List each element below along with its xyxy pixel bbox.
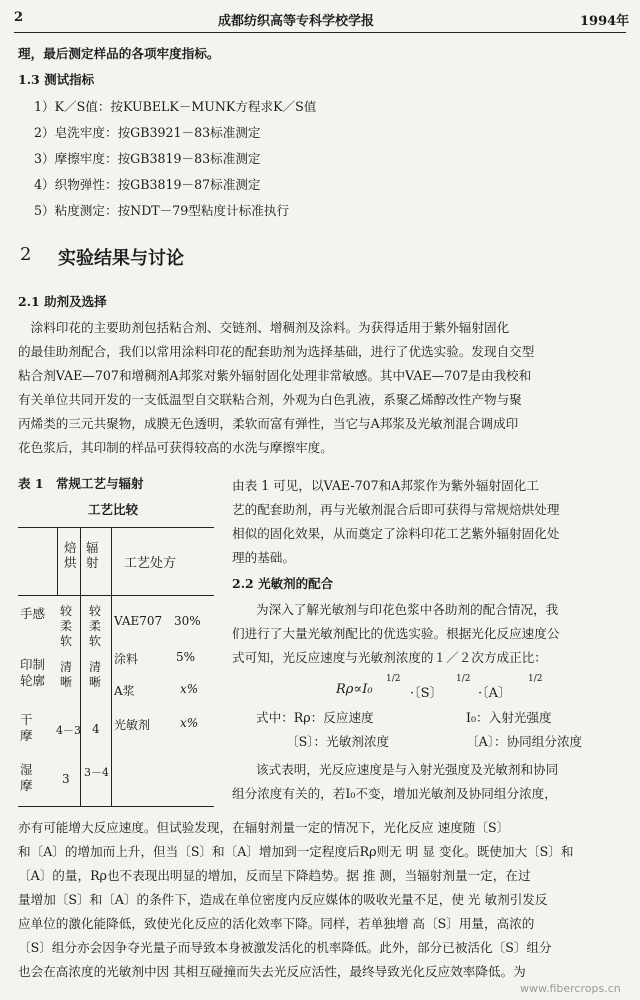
table-vline-1 <box>80 527 81 806</box>
col-header-recipe: 工艺处方 <box>124 556 177 571</box>
right-para-line-1: 由表 1 可见，以VAE-707和A邦浆作为紫外辐射固化工 <box>232 478 539 493</box>
recipe-name-3: A浆 <box>114 684 135 698</box>
row-label-wet-rub: 湿摩 <box>20 762 33 793</box>
header-rule <box>14 32 626 33</box>
section-2-number: 2 <box>20 244 32 265</box>
bottom-line-4: 量增加〔S〕和〔A〕的条件下，造成在单位密度内反应媒体的吸收光量不足，使 光 敏剂引发反 <box>18 892 548 907</box>
cell-radiation-print-outline: 清晰 <box>89 660 102 689</box>
formula-exp-1: 1/2 <box>386 674 401 684</box>
bottom-line-1: 亦有可能增大反应速度。但试验发现，在辐射剂量一定的情况下，光化反应 速度随〔S〕 <box>18 820 510 835</box>
test-item-4: 4）织物弹性：按GB3819－87标准测定 <box>34 177 261 192</box>
def-rate: 式中：Rρ：反应速度 <box>256 710 374 725</box>
recipe-name-2: 涂料 <box>114 652 139 666</box>
journal-title: 成都纺织高等专科学校学报 <box>218 14 375 29</box>
cell-baking-print-outline: 清晰 <box>60 660 73 689</box>
recipe-name-1: VAE707 <box>114 614 163 628</box>
table-1-caption-line-1: 表 1 常规工艺与辐射 <box>18 476 144 491</box>
bottom-line-3: 〔A〕的量，Rρ也不表现出明显的增加，反而呈下降趋势。据 推 测，当辐射剂量一定，在过 <box>18 868 531 883</box>
test-item-3: 3）摩擦牢度：按GB3819－83标准测定 <box>34 151 261 166</box>
para-2-2-line-2: 们进行了大量光敏剂配比的优选实验。根据光化反应速度公 <box>232 626 560 641</box>
right-para-line-2: 艺的配套助剂，再与光敏剂混合后即可获得与常规焙烘处理 <box>232 502 560 517</box>
section-1-3-heading: 1.3 测试指标 <box>18 72 95 87</box>
table-header-rule <box>18 595 214 596</box>
col-header-baking: 焙烘 <box>64 540 77 570</box>
para-2-2-line-3: 式可知，光反应速度与光敏剂浓度的１／２次方成正比： <box>232 650 547 665</box>
table-diag-stub <box>57 527 58 595</box>
row-label-print-outline: 印制轮廓 <box>20 657 46 688</box>
row-label-hand-feel: 手感 <box>20 606 46 621</box>
cell-radiation-dry-rub: 4 <box>92 722 100 736</box>
table-1-caption-line-2: 工艺比较 <box>88 502 139 517</box>
cell-baking-dry-rub: 4－3 <box>56 724 81 737</box>
para-2-1-line-3: 粘合剂VAE—707和增稠剂A邦浆对紫外辐射固化处理非常敏感。其中VAE—707是由我校和 <box>18 368 532 383</box>
cell-radiation-wet-rub: 3－4 <box>84 766 109 779</box>
journal-year: 1994年 <box>580 14 630 29</box>
def-photosensitizer: 〔S〕：光敏剂浓度 <box>286 734 390 749</box>
para-2-1-line-5: 丙烯类的三元共聚物，成膜无色透明，柔软而富有弹性，当它与A邦浆及光敏剂混合调成印 <box>18 416 519 431</box>
table-bottom-rule <box>18 806 214 807</box>
watermark: www.fibercrops.cn <box>520 982 621 995</box>
formula-a-term: ·〔A〕 <box>478 686 512 701</box>
recipe-amount-2: 5% <box>176 650 196 664</box>
para-2-1-line-2: 的最佳助剂配合，我们以常用涂料印花的配套助剂为选择基础，进行了优选实验。发现自交型 <box>18 344 535 359</box>
formula-exp-2: 1/2 <box>456 674 471 684</box>
para-2-2-line-1: 为深入了解光敏剂与印花色浆中各助剂的配合情况，我 <box>256 602 559 617</box>
para-2-1-line-6: 花色浆后，其印制的样品可获得较高的水洗与摩擦牢度。 <box>18 440 333 455</box>
test-item-5: 5）粘度测定：按NDT－79型粘度计标准执行 <box>34 203 290 218</box>
recipe-amount-3: x% <box>180 682 199 696</box>
bottom-line-2: 和〔A〕的增加而上升，但当〔S〕和〔A〕增加到一定程度后Rρ则无 明 显 变化。既使加大〔S〕和 <box>18 844 574 859</box>
formula-rate: Rρ∝I₀ <box>336 682 373 697</box>
cell-baking-wet-rub: 3 <box>62 772 70 786</box>
cell-baking-hand-feel: 较柔软 <box>60 604 73 648</box>
bottom-line-6: 〔S〕组分亦会因争夺光量子而导致本身被激发活化的机率降低。此外，部分已被活化〔S〕组分 <box>18 940 552 955</box>
col-header-radiation: 辐射 <box>86 540 99 570</box>
cell-radiation-hand-feel: 较柔软 <box>89 604 102 648</box>
recipe-name-4: 光敏剂 <box>114 718 151 732</box>
section-2-title: 实验结果与讨论 <box>58 248 184 269</box>
right-para-line-4: 理的基础。 <box>232 550 295 565</box>
para-2-2-after-1: 该式表明，光反应速度是与入射光强度及光敏剂和协同 <box>256 762 559 777</box>
bottom-line-5: 应单位的激化能降低，致使光化反应的活化效率下降。同样，若单独增 高〔S〕用量，高浓的 <box>18 916 535 931</box>
table-vline-2 <box>111 527 112 806</box>
def-co-component: 〔A〕：协同组分浓度 <box>466 734 583 749</box>
formula-s-term: ·〔S〕 <box>410 686 443 701</box>
formula-exp-3: 1/2 <box>528 674 543 684</box>
right-para-line-3: 相似的固化效果，从而奠定了涂料印花工艺紫外辐射固化处 <box>232 526 560 541</box>
row-label-dry-rub: 干摩 <box>20 712 33 743</box>
section-2-1-heading: 2.1 助剂及选择 <box>18 294 107 309</box>
def-intensity: I₀：入射光强度 <box>466 710 552 725</box>
bottom-line-7: 也会在高浓度的光敏剂中因 其相互碰撞而失去光反应活性，最终导致光化反应效率降低。为 <box>18 964 526 979</box>
para-2-2-after-2: 组分浓度有关的，若I₀不变，增加光敏剂及协同组分浓度， <box>232 786 557 801</box>
recipe-amount-1: 30% <box>174 614 201 628</box>
table-top-rule <box>18 527 214 528</box>
page-number: 2 <box>14 10 24 25</box>
para-2-1-line-1: 涂料印花的主要助剂包括粘合剂、交链剂、增稠剂及涂料。为获得适用于紫外辐射固化 <box>18 320 510 335</box>
test-item-1: 1）K／S值：按KUBELK－MUNK方程求K／S值 <box>34 99 317 114</box>
section-2-2-heading: 2.2 光敏剂的配合 <box>232 576 334 591</box>
test-item-2: 2）皂洗牢度：按GB3921－83标准测定 <box>34 125 261 140</box>
intro-line: 理，最后测定样品的各项牢度指标。 <box>18 46 220 61</box>
para-2-1-line-4: 有关单位共同开发的一支低温型自交联粘合剂，外观为白色乳液，系聚乙烯醇改性产物与聚 <box>18 392 522 407</box>
recipe-amount-4: x% <box>180 716 199 730</box>
